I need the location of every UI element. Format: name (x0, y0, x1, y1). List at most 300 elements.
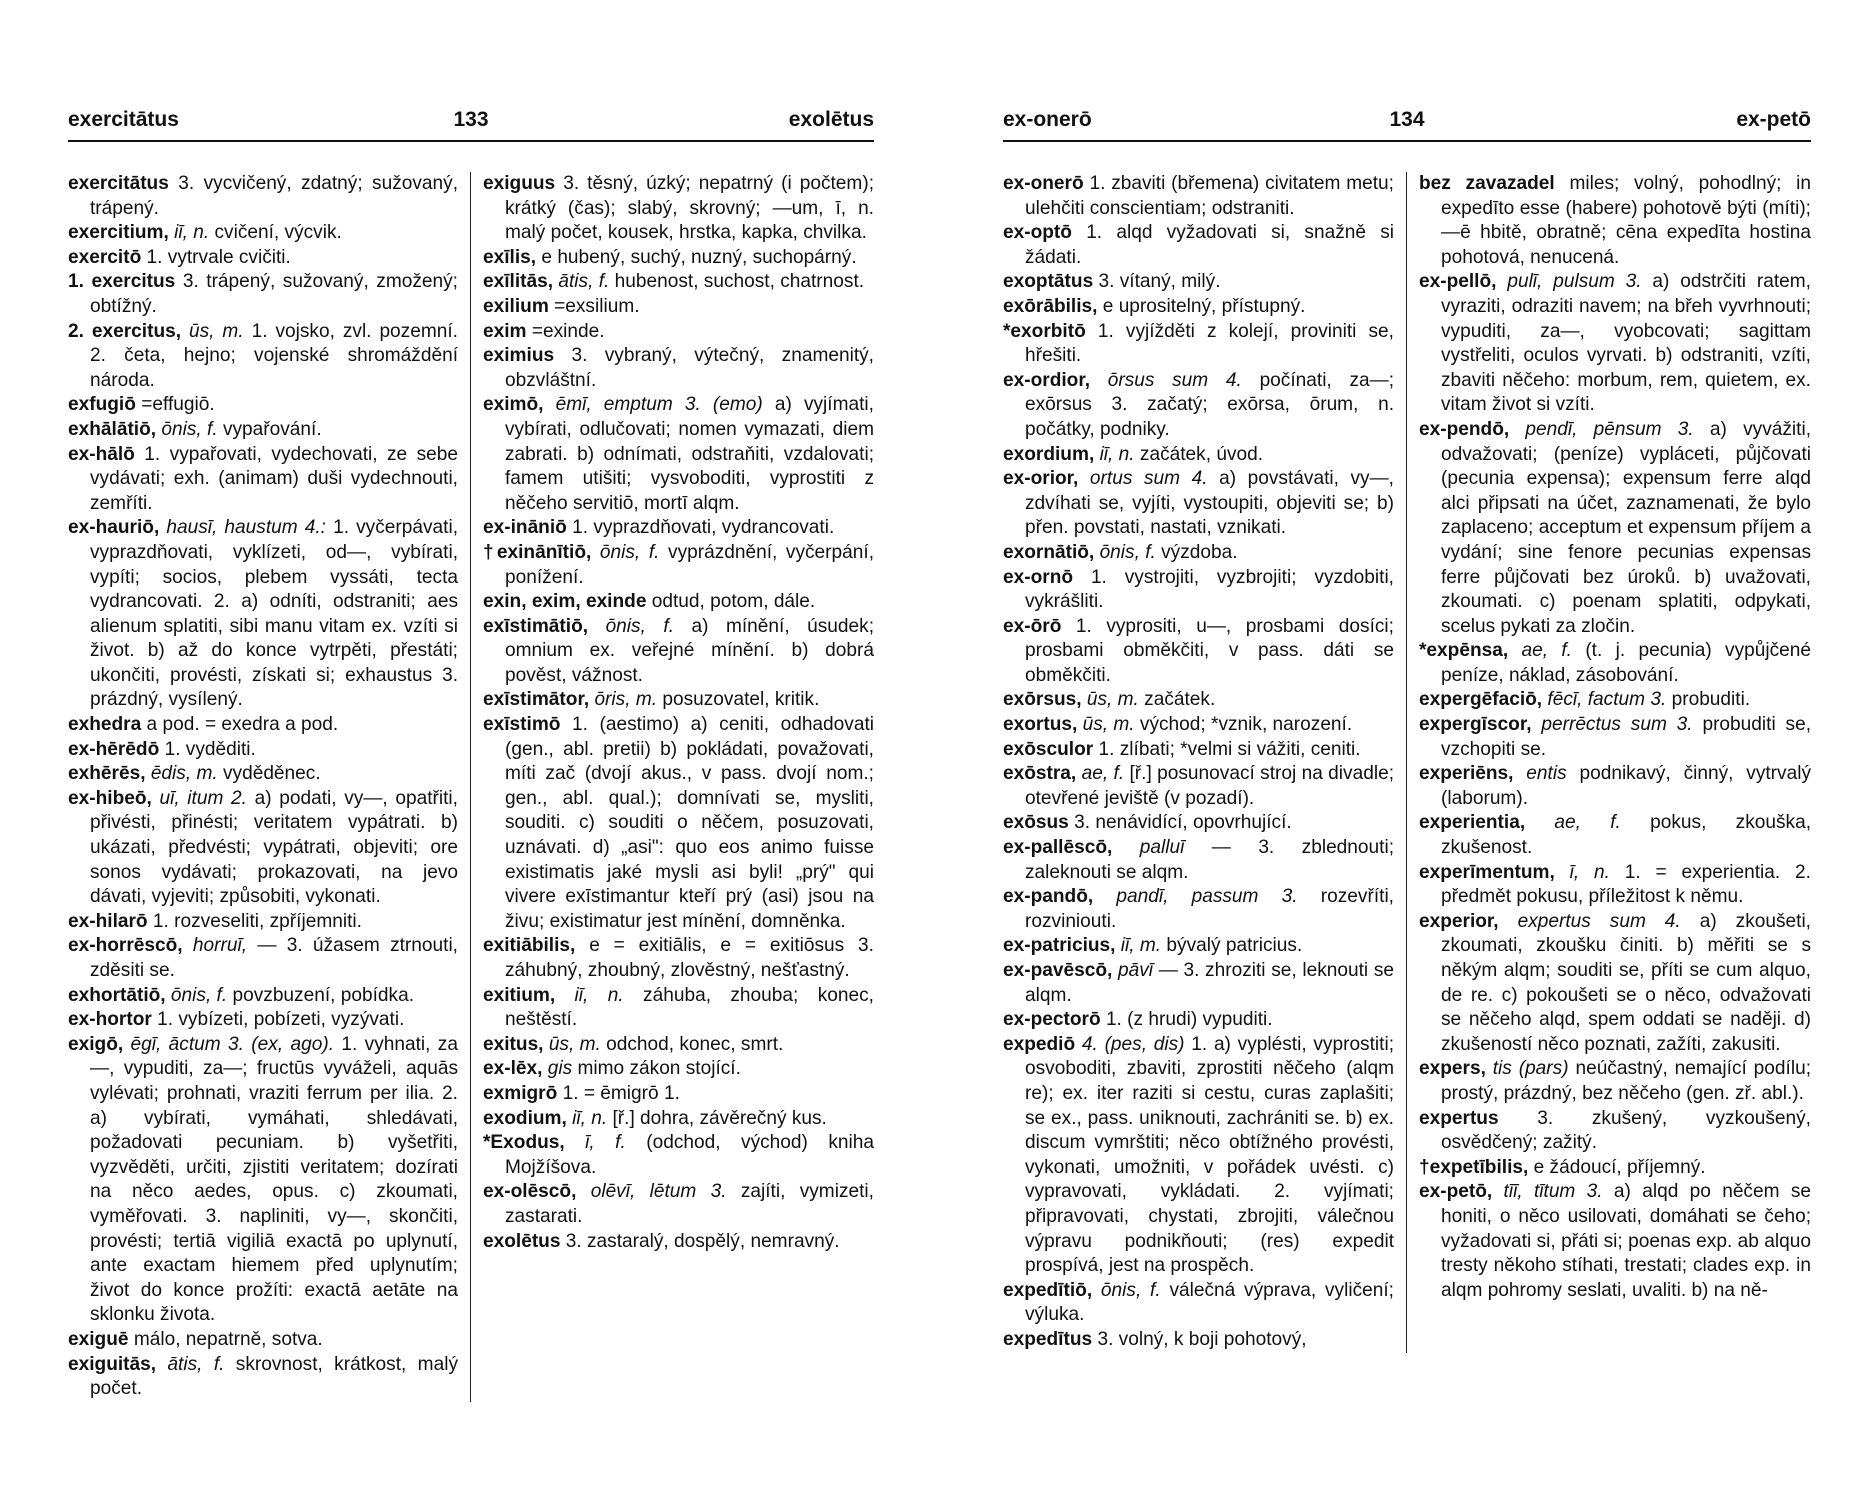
entry-grammar: ōnis, f. (1100, 1279, 1161, 1301)
entry-definition: 3. nenávidící, opovrhující. (1074, 812, 1292, 834)
entry-definition: mimo zákon stojící. (577, 1058, 741, 1080)
entry-definition: a) odstrčiti ratem, vyraziti, odraziti navem; na břeh vyvrhnouti; vypuditi, za—, vyobcovati; sagittam vystřeliti, oculos vyrvati. b) odstraniti, vzíti, zbaviti něčeho: morbum, rem, quietem, ex. vitam život si vzíti. (1441, 271, 1811, 416)
entry-headword: experientia, (1419, 812, 1526, 834)
entry-headword: ex-hibeō, (68, 787, 152, 809)
entry-headword: exodium, (483, 1107, 567, 1129)
entry-definition: e žádoucí, příjemný. (1533, 1156, 1706, 1178)
dictionary-entry (1003, 615, 1394, 689)
entry-definition: 1. vybízeti, pobízeti, vyzývati. (157, 1009, 405, 1031)
dictionary-entry (1003, 959, 1394, 1008)
dictionary-entry (483, 541, 874, 590)
entry-definition: 1. = experientia. 2. předmět pokusu, příležitost k němu. (1441, 861, 1811, 908)
entry-definition: 1. alqd vyžadovati si, snažně si žádati. (1025, 222, 1394, 268)
dictionary-entry (483, 1131, 874, 1180)
entry-headword: exin, exim, exinde (483, 591, 647, 613)
dictionary-entry (1003, 762, 1394, 811)
entry-definition: =exinde. (531, 320, 605, 342)
entry-grammar: ortus sum 4. (1089, 468, 1208, 490)
entry-definition: 1. rozveseliti, zpříjemniti. (152, 910, 362, 932)
entry-headword: exīlitās, (483, 271, 554, 293)
entry-definition: 1. vyprazdňovati, vydrancovati. (572, 517, 835, 539)
entry-grammar: ūs, m. (1082, 714, 1135, 736)
dictionary-entry (1419, 270, 1811, 418)
entry-grammar: iī, n. (174, 222, 210, 244)
entry-headword: ex-pandō, (1003, 886, 1094, 908)
entry-headword: exiguus (483, 173, 556, 194)
entry-definition: cvičení, výcvik. (214, 222, 342, 244)
entry-headword: exfugiō (68, 394, 136, 416)
dictionary-entry (1003, 934, 1394, 959)
dictionary-entry (483, 295, 874, 320)
page-header (68, 108, 874, 138)
entry-headword: ex-pellō, (1419, 271, 1497, 293)
entry-grammar: ūs, m. (1086, 689, 1139, 711)
dictionary-entry (68, 762, 458, 787)
entry-definition: — 3. úžasem ztrnouti, zděsiti se. (90, 935, 458, 981)
entry-headword: exim (483, 320, 527, 342)
entry-definition: 3. volný, k boji pohotový, (1097, 1328, 1307, 1350)
entry-grammar: horruī, (192, 935, 248, 957)
entry-definition: 1. vyhnati, za—, vypuditi, za—; fructūs vyváželi, aquās vylévati; prohnati, vraziti ferrum per ilia. 2. a) vybírati, vymáhati, shledávati, požadovati pecuniam. b) vyšetřiti, vyzvěděti, určiti, zjistiti veritatem; dozírati na něco aedes, opus. c) zkoumati, vyměřovati. 3. napliniti, vy—, skončiti, provésti; tertiā vigiliā exactā po uplynutí, ante exactam hiemem před uplynutím; život do konce prožíti: exactā aetāte na sklonku života. (90, 1033, 458, 1326)
entry-definition: a) mínění, úsudek; omnium ex. veřejné mínění. b) dobrá pověst, vážnost. (505, 615, 875, 686)
dictionary-entry (1419, 688, 1811, 713)
entry-headword: exīlis, (483, 246, 537, 268)
entry-headword: exhortātiō, (68, 984, 166, 1006)
dictionary-entry (1003, 270, 1394, 295)
entry-definition: a) vyvážiti, odvažovati; (peníze) vypláceti, půjčovati (pecunia expensa); expensum ferre alqd alci připsati na účet, zaznamenati, že bylo zaplaceno; acceptum et expensum příjem a vydání; sine fenore pecunias expensas ferre půjčovati bez úroků. b) uvažovati, zkoumati. c) poenam splatiti, odpykati, scelus pykati za zločin. (1441, 418, 1812, 637)
entry-headword: exīstimātor, (483, 689, 590, 711)
dictionary-entry (1003, 369, 1394, 443)
header-first-word: ex-onerō (1003, 108, 1092, 131)
entry-grammar: tis (pars) (1492, 1058, 1569, 1080)
dictionary-entry (483, 270, 874, 295)
entry-grammar: ātis, f. (167, 1353, 225, 1375)
dictionary-entry (68, 910, 458, 935)
entry-headword: ex-hilarō (68, 910, 148, 932)
entry-headword: exoptātus (1003, 271, 1094, 293)
entry-headword: ex-olēscō, (483, 1181, 577, 1203)
entry-definition: začátek, úvod. (1139, 443, 1264, 465)
header-first-word: exercitātus (68, 108, 179, 131)
entry-headword: exōstra, (1003, 763, 1077, 785)
entry-definition: posuzovatel, kritik. (662, 689, 820, 711)
dictionary-entry (483, 344, 874, 393)
entry-definition: e uprositelný, přístupný. (1102, 295, 1306, 317)
entry-headword: 1. exercitus (68, 271, 176, 293)
dictionary-entry (483, 172, 874, 246)
entry-headword: ex-patricius, (1003, 935, 1116, 957)
entry-grammar: iī, m. (1120, 935, 1162, 957)
entry-headword: ex-pendō, (1419, 418, 1510, 440)
entry-grammar: entis (1526, 763, 1567, 785)
entry-headword: ex-onerō (1003, 173, 1084, 194)
entry-headword: exhērēs, (68, 763, 146, 785)
dictionary-entry (1419, 811, 1811, 860)
entry-definition: záhuba, zhouba; konec, neštěstí. (505, 984, 874, 1031)
entry-definition: východ; *vznik, narození. (1139, 714, 1353, 736)
entry-definition: odtud, potom, dále. (651, 591, 816, 613)
entry-definition: — 3. zblednouti; zaleknouti se alqm. (1025, 837, 1395, 883)
page-columns (68, 172, 874, 1402)
entry-definition: a) povstávati, vy—, zdvíhati se, vyjíti, vystoupiti, objeviti se; b) přen. povstati, nastati, vznikati. (1025, 468, 1394, 539)
entry-headword: expedītiō, (1003, 1279, 1093, 1301)
page-number: 134 (1389, 108, 1425, 131)
dictionary-entry (483, 1082, 874, 1107)
entry-headword: ex-lēx, (483, 1058, 543, 1080)
dictionary-entry (68, 934, 458, 983)
dictionary-entry (1419, 1156, 1811, 1181)
entry-definition: počínati, za—; exōrsus 3. začatý; exōrsa, ōrum, n. počátky, podniky. (1025, 369, 1395, 440)
entry-definition: (t. j. pecunia) vypůjčené peníze, náklad, zásobování. (1441, 640, 1812, 686)
entry-grammar: ae, f. (1554, 812, 1621, 834)
entry-headword: †exinānītiō, (483, 541, 592, 563)
dictionary-entry (483, 934, 874, 983)
entry-definition: 1. (z hrudi) vypuditi. (1105, 1009, 1273, 1031)
dictionary-entry (1419, 1107, 1811, 1156)
entry-definition: výzdoba. (1161, 541, 1238, 563)
dictionary-entry (1003, 541, 1394, 566)
dictionary-entry (1003, 467, 1394, 541)
entry-headword: exornātiō, (1003, 541, 1095, 563)
dictionary-entry (483, 984, 874, 1033)
entry-grammar: tīī, tītum 3. (1503, 1181, 1603, 1203)
entry-grammar: hausī, haustum 4.: (166, 517, 326, 539)
entry-definition: 3. vybraný, výtečný, znamenitý, obzvláštní. (505, 345, 874, 391)
entry-definition: 1. (aestimo) a) ceniti, odhadovati (gen., abl. pretii) b) pokládati, považovati, míti zač (dvojí akus., v pass. dvojí nom.; gen., abl. qual.); domnívati se, mysliti, souditi. c) souditi o něčem, posuzovati, uznávati. d) „asi": quo eos animo fuisse existimatis jaké mysli asi byli! „prý" qui vivere exīstimantur kteří prý (asi) jsou na živu; existimatur jest mínění, domněnka. (505, 714, 875, 932)
dictionary-entry (1003, 443, 1394, 468)
entry-grammar: iī, n. (1099, 443, 1135, 465)
dictionary-entry (483, 688, 874, 713)
entry-headword: exiguē (68, 1328, 129, 1350)
entry-headword: expergīscor, (1419, 714, 1532, 736)
dictionary-entry (68, 443, 458, 517)
entry-headword: exīstimō (483, 714, 561, 736)
entry-headword: exercitātus (68, 173, 169, 194)
dictionary-entry (68, 320, 458, 394)
entry-definition: a pod. = exedra a pod. (146, 714, 339, 736)
entry-definition: (odchod, východ) kniha Mojžíšova. (505, 1132, 874, 1178)
entry-headword: bez zavazadel (1419, 173, 1555, 194)
entry-definition: povzbuzení, pobídka. (232, 984, 415, 1006)
entry-headword: expergēfaciō, (1419, 689, 1543, 711)
entry-headword: experīmentum, (1419, 861, 1555, 883)
entry-definition: málo, nepatrně, sotva. (133, 1328, 323, 1350)
header-last-word: exolētus (788, 108, 874, 131)
entry-headword: exercitium, (68, 222, 169, 244)
entry-definition: =effugiō. (141, 394, 215, 416)
entry-definition: 1. vystrojiti, vyzbrojiti; vyzdobiti, vykrášliti. (1025, 566, 1394, 613)
entry-headword: expedītus (1003, 1328, 1093, 1350)
entry-definition: vyděděnec. (222, 763, 321, 785)
entry-definition: e hubený, suchý, nuzný, suchopárný. (541, 246, 857, 268)
entry-grammar: ae, f. (1081, 763, 1125, 785)
dictionary-entry (68, 246, 458, 271)
entry-grammar: gis (547, 1058, 573, 1080)
entry-headword: exhedra (68, 714, 142, 736)
entry-grammar: pāvī (1118, 960, 1154, 981)
entry-headword: ex-hālō (68, 443, 135, 465)
entry-definition: hubenost, suchost, chatrnost. (614, 271, 865, 293)
entry-headword: exitium, (483, 984, 556, 1006)
entry-headword: eximō, (483, 394, 544, 416)
entry-definition: vypařování. (222, 418, 322, 440)
entry-definition: 1. vyprositi, u—, prosbami dosíci; prosbami obměkčiti, v pass. dáti se obměkčiti. (1025, 615, 1394, 686)
dictionary-entry (1419, 639, 1811, 688)
entry-definition: 3. zastaralý, dospělý, nemravný. (565, 1230, 840, 1252)
entry-definition: a) zkoušeti, zkoumati, zkoušku činiti. b) měřiti se s někým alqm; souditi se, příti se cum alquo, de re. c) pokoušeti se o něco, odvažovati se něčeho alqd, spem oddati se naději. d) zkušeností něco poznati, zažíti, zakusiti. (1441, 910, 1811, 1055)
entry-headword: ex-pectorō (1003, 1009, 1101, 1031)
entry-headword: ex-optō (1003, 222, 1072, 244)
entry-headword: ex-hauriō, (68, 517, 160, 539)
entry-grammar: ōris, m. (594, 689, 658, 711)
dictionary-entry (483, 615, 874, 689)
entry-definition: 1. vojsko, zvl. pozemní. 2. četa, hejno; vojenské shromáždění národa. (90, 320, 458, 391)
entry-definition: a) podati, vy—, opatřiti, přivésti, přinésti; veritatem vypátrati. b) ukázati, předvésti; vypátrati, objeviti; ore sonos vydávati; prokazovati, na jevo dávati, vyjeviti; způsobiti, vykonati. (90, 787, 458, 908)
entry-definition: 1. vyjížděti z kolejí, proviniti se, hřešiti. (1025, 320, 1394, 367)
dictionary-entry (483, 393, 874, 516)
header-rule (68, 140, 874, 142)
entry-definition: rozevříti, rozviniouti. (1025, 886, 1394, 932)
dictionary-entry (68, 393, 458, 418)
entry-headword: exōrābilis, (1003, 295, 1098, 317)
entry-definition: a) vyjímati, vybírati, odlučovati; nomen vymazati, diem zabrati. b) odnímati, odstraňiti, vzdalovati; famem utišiti; vysvoboditi, vyprostiti z něčeho servitiō, mortī alqm. (505, 394, 874, 514)
entry-definition: 3. vítaný, milý. (1098, 271, 1221, 293)
dictionary-entry (1003, 688, 1394, 713)
entry-definition: podnikavý, činný, vytrvalý (laborum). (1441, 763, 1811, 809)
entry-headword: exīstimātiō, (483, 615, 589, 637)
dictionary-entry (1419, 762, 1811, 811)
entry-headword: expertus (1419, 1107, 1499, 1129)
entry-headword: exordium, (1003, 443, 1095, 465)
entry-headword: exercitō (68, 246, 142, 268)
entry-headword: ex-hērēdō (68, 738, 160, 760)
entry-headword: exmigrō (483, 1082, 558, 1104)
entry-headword: exōrsus, (1003, 689, 1082, 711)
entry-definition: 1. vyděditi. (164, 738, 256, 760)
dictionary-entry (483, 713, 874, 934)
dictionary-entry (483, 516, 874, 541)
entry-definition: 3. vycvičený, zdatný; sužovaný, trápený. (90, 173, 459, 219)
entry-headword: experior, (1419, 910, 1499, 932)
entry-grammar: ī, f. (585, 1132, 626, 1154)
entry-headword: exitus, (483, 1033, 544, 1055)
dictionary-entry (483, 590, 874, 615)
dictionary-entry (483, 1107, 874, 1132)
dictionary-entry (483, 1033, 874, 1058)
entry-grammar: 4. (pes, dis) (1081, 1033, 1185, 1055)
entry-headword: ex-ordior, (1003, 369, 1091, 391)
entry-definition: 1. vypařovati, vydechovati, ze sebe vydávati; exh. (animam) duši vydechnouti, zemříti. (90, 443, 458, 514)
left-column (68, 172, 471, 1402)
entry-headword: ex-ōrō (1003, 615, 1062, 637)
entry-grammar: ēdis, m. (150, 763, 218, 785)
page-columns (1003, 172, 1811, 1353)
entry-definition: zajíti, vymizeti, zastarati. (505, 1181, 874, 1227)
entry-definition: — 3. zhroziti se, leknouti se alqm. (1025, 960, 1394, 1006)
entry-headword: exōsculor (1003, 738, 1094, 760)
dictionary-entry (1003, 738, 1394, 763)
dictionary-entry (1003, 320, 1394, 369)
entry-grammar: ēgī, āctum 3. (ex, ago). (130, 1033, 335, 1055)
entry-headword: expediō (1003, 1033, 1076, 1055)
entry-definition: odchod, konec, smrt. (606, 1033, 784, 1055)
dictionary-entry (1003, 295, 1394, 320)
header-rule (1003, 140, 1811, 142)
entry-headword: ex-ināniō (483, 517, 567, 539)
entry-headword: *expēnsa, (1419, 640, 1509, 662)
dictionary-entry (68, 1033, 458, 1328)
dictionary-entry (483, 246, 874, 271)
entry-definition: 1. vyčerpávati, vyprazdňovati, vyklízeti, od—, vybírati, vypíti; socios, plebem vyssáti, tecta vydrancovati. 2. a) odníti, odstraniti; aes alienum splatiti, sibi manu vitam ex. vzíti si život. b) až do konce vytrpěti, přestáti; ukončiti, provésti, získati si; exhaustus 3. prázdný, vysílený. (90, 517, 458, 711)
right-column (471, 172, 874, 1402)
dictionary-entry (68, 1008, 458, 1033)
dictionary-entry (483, 1230, 874, 1255)
entry-grammar: ātis, f. (558, 271, 610, 293)
dictionary-entry (1003, 836, 1394, 885)
entry-headword: ex-pavēscō, (1003, 960, 1113, 981)
entry-headword: expers, (1419, 1058, 1486, 1080)
entry-definition: začátek. (1144, 689, 1216, 711)
dictionary-entry (68, 270, 458, 319)
dictionary-entry (68, 1328, 458, 1353)
entry-definition: e = exitiālis, e = exitiōsus 3. záhubný, zhoubný, zlověstný, nešťastný. (505, 935, 874, 981)
entry-grammar: pandī, passum 3. (1116, 886, 1298, 908)
entry-definition: [ř.] dohra, závěrečný kus. (612, 1107, 827, 1129)
entry-grammar: ūs, m. (548, 1033, 601, 1055)
entry-grammar: ōnis, f. (605, 615, 674, 637)
entry-grammar: fēcī, factum 3. (1547, 689, 1667, 711)
entry-headword: exilium (483, 295, 549, 317)
entry-headword: exitiābilis, (483, 935, 576, 957)
entry-grammar: uī, itum 2. (159, 787, 247, 809)
left-column (1003, 172, 1407, 1353)
dictionary-entry (1419, 418, 1811, 639)
dictionary-entry (1003, 811, 1394, 836)
entry-headword: ex-ornō (1003, 566, 1074, 588)
dictionary-entry (68, 516, 458, 713)
entry-definition: 3. trápený, sužovaný, zmožený; obtížný. (90, 271, 458, 317)
entry-grammar: pendī, pēnsum 3. (1525, 418, 1694, 440)
dictionary-page-134 (1003, 108, 1811, 1468)
dictionary-entry (1419, 861, 1811, 910)
entry-headword: exiguitās, (68, 1353, 157, 1375)
entry-grammar: ēmī, emptum 3. (emo) (555, 394, 763, 416)
dictionary-page-133 (68, 108, 874, 1468)
right-column (1407, 172, 1811, 1353)
dictionary-entry (1003, 1279, 1394, 1328)
entry-definition: [ř.] posunovací stroj na divadle; otevřené jeviště (v pozadí). (1025, 763, 1394, 809)
dictionary-entry (483, 1057, 874, 1082)
entry-headword: 2. exercitus, (68, 320, 182, 342)
dictionary-entry (483, 320, 874, 345)
dictionary-entry (1419, 1180, 1811, 1303)
entry-grammar: olēvī, lētum 3. (590, 1181, 727, 1203)
dictionary-entry (1003, 1033, 1394, 1279)
entry-grammar: iī, n. (572, 1107, 608, 1129)
dictionary-entry (1003, 713, 1394, 738)
entry-headword: ex-orior, (1003, 468, 1079, 490)
entry-headword: *Exodus, (483, 1132, 565, 1154)
entry-headword: ex-horrēscō, (68, 935, 183, 957)
entry-definition: miles; volný, pohodlný; in expedīto esse (habere) pohotově býti (míti); —ē hbitě, obratně; cēna expedīta hostina pohotová, nenucená. (1441, 173, 1811, 268)
dictionary-entry (1003, 566, 1394, 615)
entry-headword: ex-petō, (1419, 1181, 1493, 1203)
dictionary-entry (1419, 713, 1811, 762)
entry-grammar: ōnis, f. (161, 418, 218, 440)
entry-headword: exōsus (1003, 812, 1069, 834)
entry-grammar: ī, n. (1569, 861, 1610, 883)
page-header (1003, 108, 1811, 138)
dictionary-entry (68, 172, 458, 221)
entry-definition: 3. těsný, úzký; nepatrný (i počtem); krátký (čas); slabý, skrovný; —um, ī, n. malý počet, kousek, hrstka, kapka, chvilka. (505, 173, 874, 244)
entry-definition: skrovnost, krátkost, malý počet. (90, 1353, 458, 1400)
dictionary-entry (68, 984, 458, 1009)
entry-grammar: pulī, pulsum 3. (1507, 271, 1642, 293)
entry-headword: experiēns, (1419, 763, 1514, 785)
entry-grammar: expertus sum 4. (1517, 910, 1681, 932)
entry-definition: pokus, zkouška, zkušenost. (1441, 812, 1811, 859)
header-last-word: ex-petō (1736, 108, 1811, 131)
page-number: 133 (453, 108, 489, 131)
entry-definition: 1. = ēmigrō 1. (562, 1082, 680, 1104)
entry-headword: ex-hortor (68, 1009, 152, 1031)
entry-definition: 1. zlíbati; *velmi si vážiti, ceniti. (1098, 738, 1361, 760)
dictionary-entry (68, 221, 458, 246)
entry-grammar: ōnis, f. (599, 541, 660, 563)
dictionary-entry (1003, 1008, 1394, 1033)
entry-headword: eximius (483, 345, 555, 367)
entry-definition: probuditi. (1671, 689, 1751, 711)
entry-headword: exhālātiō, (68, 418, 157, 440)
entry-definition: 1. vytrvale cvičiti. (146, 246, 291, 268)
entry-grammar: ae, f. (1521, 640, 1572, 662)
dictionary-entry (1003, 221, 1394, 270)
dictionary-entry (1003, 1328, 1394, 1353)
entry-definition: válečná výprava, vyličení; výluka. (1025, 1279, 1394, 1326)
dictionary-entry (68, 713, 458, 738)
entry-definition: probuditi se, vzchopiti se. (1441, 714, 1811, 760)
dictionary-entry (1003, 885, 1394, 934)
entry-grammar: ōnis, f. (170, 984, 228, 1006)
dictionary-entry (68, 787, 458, 910)
dictionary-entry (483, 1180, 874, 1229)
entry-definition: vyprázdnění, vyčerpání, ponížení. (505, 541, 875, 588)
entry-headword: exigō, (68, 1033, 124, 1055)
dictionary-entry (1419, 910, 1811, 1058)
entry-definition: a) alqd po něčem se honiti, o něco usilovati, domáhati se čeho; vyžadovati si, přáti si; poenas exp. ab alquo tresty někoho stíhati, trestati; clades exp. in alqm pohromy seslati, uvaliti. b) na ně- (1441, 1181, 1811, 1301)
entry-headword: ex-pallēscō, (1003, 837, 1113, 859)
entry-definition: 1. a) vyplésti, vyprostiti; osvoboditi, zbaviti, zprostiti něčeho (alqm re); ex. iter raziti si cestu, curas zaplašiti; se ex., pass. uniknouti, zachrániti se. b) ex. discum vymrštiti; něco obtížného provésti, vykonati, umožniti, v pořádek uvésti. c) vypravovati, vykládati. 2. vyjímati; připravovati, chystati, zbrojiti, válečnou výpravu podnikňouti; (res) expedit prospívá, jest na prospěch. (1025, 1033, 1395, 1277)
entry-definition: neúčastný, nemající podílu; prostý, prázdný, bez něčeho (gen. zř. abl.). (1441, 1058, 1812, 1104)
entry-grammar: palluī (1139, 837, 1185, 859)
entry-definition: 3. zkušený, vyzkoušený, osvědčený; zažitý. (1441, 1107, 1811, 1154)
dictionary-entry (1419, 1057, 1811, 1106)
dictionary-entry (1003, 172, 1394, 221)
dictionary-entry (68, 1353, 458, 1402)
dictionary-entry (68, 418, 458, 443)
entry-headword: exolētus (483, 1230, 561, 1252)
entry-grammar: iī, n. (574, 984, 624, 1006)
entry-definition: 1. zbaviti (břemena) civitatem metu; ulehčiti conscientiam; odstraniti. (1025, 173, 1394, 219)
entry-headword: *exorbitō (1003, 320, 1086, 342)
entry-headword: exortus, (1003, 714, 1078, 736)
dictionary-entry (1419, 172, 1811, 270)
entry-definition: bývalý patricius. (1166, 935, 1303, 957)
entry-definition: =exsilium. (554, 295, 640, 317)
entry-grammar: ūs, m. (189, 320, 244, 342)
entry-grammar: ōrsus sum 4. (1107, 369, 1242, 391)
entry-headword: †expetībilis, (1419, 1156, 1529, 1178)
